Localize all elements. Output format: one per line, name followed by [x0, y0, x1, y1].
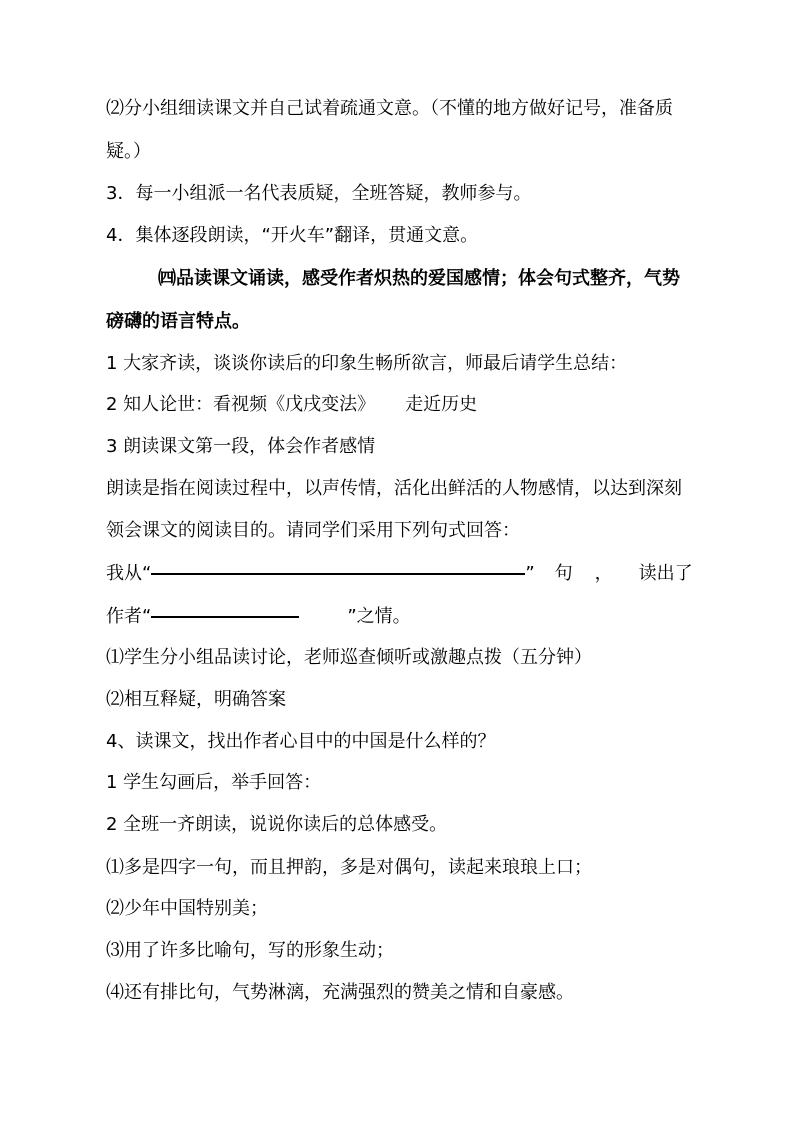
fill-text: ”之情。 — [347, 606, 411, 627]
paragraph-line — [106, 393, 706, 417]
line-text: 走近历史 — [405, 394, 478, 415]
section-heading-continued: 磅礴的语言特点。 — [106, 311, 250, 332]
answer-blank[interactable] — [151, 561, 525, 575]
paragraph-line: ⑵分小组细读课文并自己试着疏通文意。（不懂的地方做好记号，准备质 — [106, 98, 673, 119]
list-item: ⑵少年中国特别美； — [106, 898, 268, 919]
fill-text: 我从“ — [106, 563, 152, 584]
paragraph-line: 4．集体逐段朗读，“开火车”翻译，贯通文意。 — [106, 225, 479, 246]
paragraph-line: 朗读是指在阅读过程中，以声传情，活化出鲜活的人物感情，以达到深刻 — [106, 478, 682, 499]
paragraph-line: 疑。） — [106, 141, 151, 162]
paragraph-line: ⑵相互释疑，明确答案 — [106, 689, 286, 710]
paragraph-line: 1 大家齐读，谈谈你读后的印象生畅所欲言，师最后请学生总结： — [106, 353, 628, 374]
fill-in-sentence — [106, 604, 706, 629]
paragraph-line: 3．每一小组派一名代表质疑，全班答疑，教师参与。 — [106, 183, 532, 204]
section-heading: ㈣品读课文诵读，感受作者炽热的爱国感情；体会句式整齐，气势 — [158, 268, 680, 289]
fill-text: ， — [594, 563, 613, 584]
paragraph-line: ⑴学生分小组品读讨论，老师巡查倾听或激趣点拨（五分钟） — [106, 647, 592, 668]
fill-text: 作者“ — [106, 606, 152, 627]
paragraph-line: 1 学生勾画后，举手回答： — [106, 772, 322, 793]
paragraph-line: 领会课文的阅读目的。请同学们采用下列句式回答： — [106, 520, 520, 541]
list-item: ⑶用了许多比喻句，写的形象生动； — [106, 940, 394, 961]
paragraph-line: 2 全班一齐朗读，说说你读后的总体感受。 — [106, 814, 448, 835]
paragraph-line: 4、读课文，找出作者心目中的中国是什么样的？ — [106, 731, 496, 752]
fill-text: ” — [525, 563, 535, 584]
fill-text: 句 — [554, 563, 573, 584]
list-item: ⑴多是四字一句，而且押韵，多是对偶句，读起来琅琅上口； — [106, 857, 592, 878]
list-item: ⑷还有排比句，气势淋漓，充满强烈的赞美之情和自豪感。 — [106, 982, 574, 1003]
paragraph-line: 3 朗读课文第一段，体会作者感情 — [106, 436, 376, 457]
answer-blank[interactable] — [151, 604, 299, 618]
fill-text: 读出了 — [638, 563, 693, 584]
fill-in-sentence — [106, 561, 706, 586]
line-text: 2 知人论世：看视频《戊戌变法》 — [106, 394, 376, 415]
